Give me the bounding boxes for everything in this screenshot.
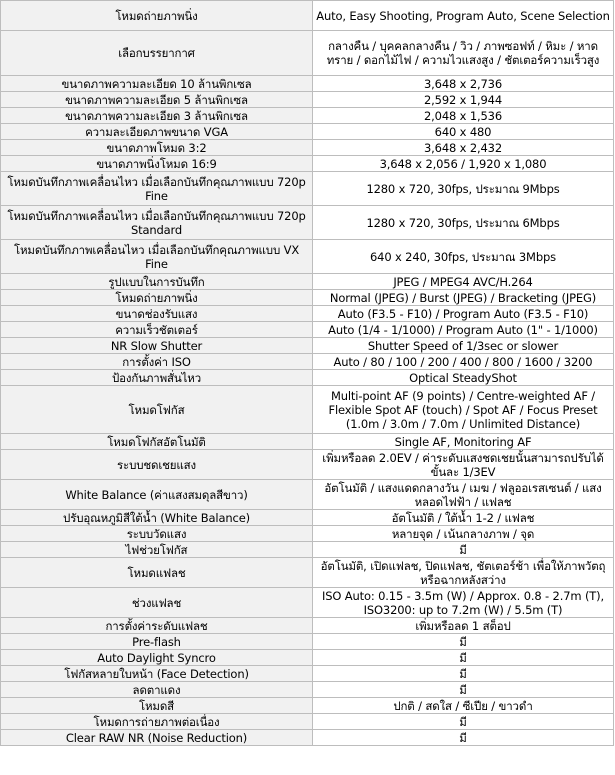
table-row [1,124,614,140]
spec-label: ระบบวัดแสง [1,526,313,542]
table-row [1,682,614,698]
spec-label: Pre-flash [1,634,313,650]
spec-value: มี [313,650,614,666]
spec-value: มี [313,634,614,650]
spec-label: NR Slow Shutter [1,338,313,354]
spec-value: Auto (F3.5 - F10) / Program Auto (F3.5 - F10) [313,306,614,322]
table-row [1,526,614,542]
table-row [1,634,614,650]
spec-label: Clear RAW NR (Noise Reduction) [1,730,313,746]
spec-label: ไฟช่วยโฟกัส [1,542,313,558]
spec-label: ขนาดภาพนิ่งโหมด 16:9 [1,156,313,172]
table-row [1,31,614,76]
table-row [1,666,614,682]
table-row [1,370,614,386]
table-row [1,434,614,450]
spec-label: ระบบชดเชยแสง [1,450,313,480]
spec-value: อัตโนมัติ, เปิดแฟลช, ปิดแฟลช, ชัตเตอร์ช้า เพื่อให้ภาพวัตถุหรือฉากหลังสว่าง [313,558,614,588]
spec-value: 2,592 x 1,944 [313,92,614,108]
spec-label: โหมดแฟลช [1,558,313,588]
table-row [1,450,614,480]
spec-value: มี [313,714,614,730]
table-row [1,558,614,588]
table-row [1,172,614,206]
spec-label: รูปแบบในการบันทึก [1,274,313,290]
table-row [1,274,614,290]
spec-label: ป้องกันภาพสั่นไหว [1,370,313,386]
spec-value: Normal (JPEG) / Burst (JPEG) / Bracketing (JPEG) [313,290,614,306]
spec-label: โหมดโฟกัสอัตโนมัติ [1,434,313,450]
spec-label: ปรับอุณหภูมิสีใต้น้ำ (White Balance) [1,510,313,526]
spec-label: โฟกัสหลายใบหน้า (Face Detection) [1,666,313,682]
spec-value: 640 x 240, 30fps, ประมาณ 3Mbps [313,240,614,274]
table-row [1,650,614,666]
spec-label: ขนาดภาพความละเอียด 10 ล้านพิกเซล [1,76,313,92]
table-row [1,76,614,92]
table-row [1,588,614,618]
spec-label: ขนาดภาพความละเอียด 5 ล้านพิกเซล [1,92,313,108]
spec-label: ความละเอียดภาพขนาด VGA [1,124,313,140]
table-row [1,714,614,730]
spec-value: อัตโนมัติ / ใต้น้ำ 1-2 / แฟลช [313,510,614,526]
spec-value: Auto (1/4 - 1/1000) / Program Auto (1" - 1/1000) [313,322,614,338]
table-row [1,480,614,510]
spec-value: อัตโนมัติ / แสงแดดกลางวัน / เมฆ / ฟลูออเรสเซนต์ / แสงหลอดไฟฟ้า / แฟลช [313,480,614,510]
spec-label: โหมดการถ่ายภาพต่อเนื่อง [1,714,313,730]
spec-label: ขนาดภาพโหมด 3:2 [1,140,313,156]
table-row [1,386,614,434]
spec-value: Multi-point AF (9 points) / Centre-weighted AF / Flexible Spot AF (touch) / Spot AF / Focus Preset (1.0m / 3.0m / 7.0m / Unlimited Distance) [313,386,614,434]
spec-value: Optical SteadyShot [313,370,614,386]
spec-label: ลดตาแดง [1,682,313,698]
table-row [1,510,614,526]
spec-value: มี [313,542,614,558]
table-row [1,140,614,156]
spec-label: โหมดถ่ายภาพนิ่ง [1,1,313,31]
spec-value: 1280 x 720, 30fps, ประมาณ 6Mbps [313,206,614,240]
spec-label: โหมดโฟกัส [1,386,313,434]
table-row [1,1,614,31]
spec-value: 3,648 x 2,432 [313,140,614,156]
spec-value: 3,648 x 2,736 [313,76,614,92]
spec-value: 2,048 x 1,536 [313,108,614,124]
spec-value: เพิ่มหรือลด 2.0EV / ค่าระดับแสงชดเชยนั้นสามารถปรับได้ขั้นละ 1/3EV [313,450,614,480]
spec-value: ISO Auto: 0.15 - 3.5m (W) / Approx. 0.8 - 2.7m (T), ISO3200: up to 7.2m (W) / 5.5m (T) [313,588,614,618]
spec-value: ปกติ / สดใส / ซีเปีย / ขาวดำ [313,698,614,714]
spec-value: Auto, Easy Shooting, Program Auto, Scene Selection [313,1,614,31]
spec-value: กลางคืน / บุคคลกลางคืน / วิว / ภาพซอฟท์ / หิมะ / หาดทราย / ดอกไม้ไฟ / ความไวแสงสูง / ชัตเตอร์ความเร็วสูง [313,31,614,76]
spec-label: ขนาดช่องรับแสง [1,306,313,322]
spec-label: ขนาดภาพความละเอียด 3 ล้านพิกเซล [1,108,313,124]
table-row [1,206,614,240]
table-row [1,698,614,714]
spec-label: Auto Daylight Syncro [1,650,313,666]
table-row [1,306,614,322]
table-row [1,618,614,634]
spec-label: โหมดบันทึกภาพเคลื่อนไหว เมื่อเลือกบันทึกคุณภาพแบบ 720p Standard [1,206,313,240]
spec-label: เลือกบรรยากาศ [1,31,313,76]
table-row [1,322,614,338]
spec-label: โหมดบันทึกภาพเคลื่อนไหว เมื่อเลือกบันทึกคุณภาพแบบ VX Fine [1,240,313,274]
spec-value: 640 x 480 [313,124,614,140]
spec-label: โหมดบันทึกภาพเคลื่อนไหว เมื่อเลือกบันทึกคุณภาพแบบ 720p Fine [1,172,313,206]
spec-value: มี [313,730,614,746]
spec-value: เพิ่มหรือลด 1 สต็อป [313,618,614,634]
spec-value: หลายจุด / เน้นกลางภาพ / จุด [313,526,614,542]
spec-label: White Balance (ค่าแสงสมดุลสีขาว) [1,480,313,510]
spec-label: การตั้งค่าระดับแฟลช [1,618,313,634]
spec-value: 1280 x 720, 30fps, ประมาณ 9Mbps [313,172,614,206]
table-row [1,240,614,274]
spec-value: 3,648 x 2,056 / 1,920 x 1,080 [313,156,614,172]
spec-value: Shutter Speed of 1/3sec or slower [313,338,614,354]
table-row [1,542,614,558]
spec-label: โหมดสี [1,698,313,714]
table-row [1,290,614,306]
spec-label: ช่วงแฟลช [1,588,313,618]
spec-table-body [1,1,614,746]
spec-value: มี [313,682,614,698]
table-row [1,108,614,124]
table-row [1,156,614,172]
spec-label: โหมดถ่ายภาพนิ่ง [1,290,313,306]
spec-label: การตั้งค่า ISO [1,354,313,370]
spec-label: ความเร็วชัตเตอร์ [1,322,313,338]
spec-value: Auto / 80 / 100 / 200 / 400 / 800 / 1600 / 3200 [313,354,614,370]
table-row [1,92,614,108]
spec-value: Single AF, Monitoring AF [313,434,614,450]
table-row [1,354,614,370]
spec-value: มี [313,666,614,682]
table-row [1,338,614,354]
table-row [1,730,614,746]
spec-value: JPEG / MPEG4 AVC/H.264 [313,274,614,290]
